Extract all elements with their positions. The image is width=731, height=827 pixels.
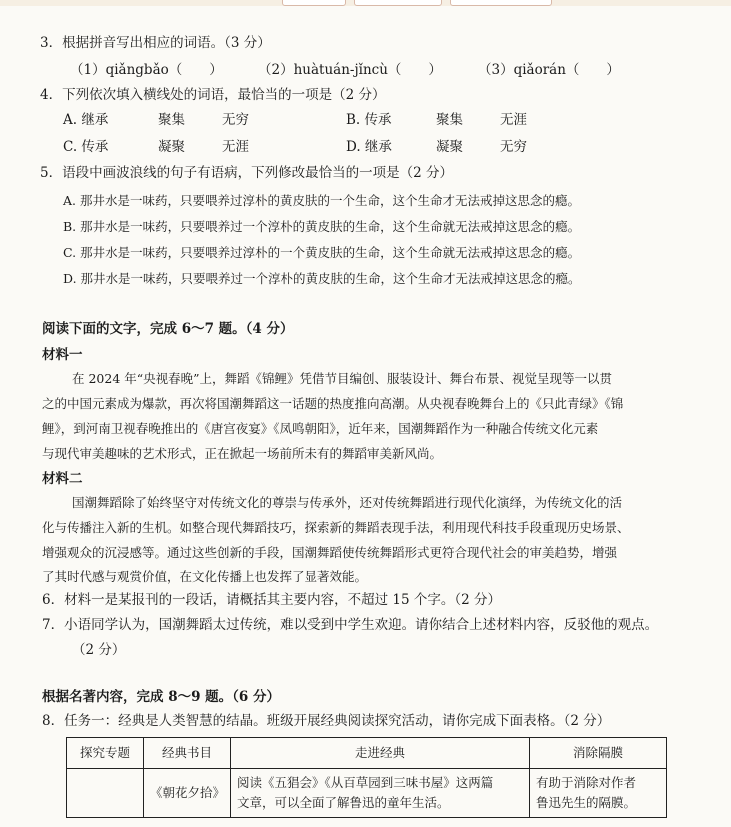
- table-header: 消除隔膜: [530, 738, 667, 769]
- q5-option-c: C. 那井水是一味药，只要喂养过淳朴的一个黄皮肤的生命，这个生命就无法戒掉这思念的瘾。: [63, 245, 581, 260]
- material-1-line: 之的中国元素成为爆款，再次将国潮舞蹈这一话题的热度推向高潮。从央视春晚舞台上的《只此青绿》《锦: [42, 396, 624, 411]
- q3-item-3: （3）qiǎorán（ ）: [478, 62, 620, 78]
- q4-option-b-word3: 无涯: [500, 112, 527, 128]
- material-1-line: 与现代审美趣味的艺术形式，正在掀起一场前所未有的舞蹈审美新风尚。: [42, 446, 443, 461]
- reading-intro: 阅读下面的文字，完成 6～7 题。（4 分）: [42, 321, 294, 337]
- q3-stem: 3．根据拼音写出相应的词语。（3 分）: [40, 35, 271, 51]
- toolbar-tab[interactable]: [450, 0, 552, 6]
- table-header-row: [67, 738, 667, 769]
- material-1-line: 鲤》，到河南卫视春晚推出的《唐宫夜宴》《凤鸣朝阳》，近年来，国潮舞蹈作为一种融合传统文化元素: [42, 421, 599, 436]
- q4-option-c: C. 传承: [63, 139, 109, 155]
- material-2-line: 化与传播注入新的生机。如整合现代舞蹈技巧，探索新的舞蹈表现手法，利用现代科技手段重现历史场景、: [42, 520, 630, 535]
- q4-option-b: B. 传承: [346, 112, 392, 128]
- q6-stem: 6．材料一是某报刊的一段话，请概括其主要内容，不超过 15 个字。（2 分）: [42, 592, 501, 608]
- q3-item-1: （1）qiǎngbǎo（ ）: [70, 62, 223, 78]
- q5-option-b: B. 那井水是一味药，只要喂养过一个淳朴的黄皮肤的生命，这个生命就无法戒掉这思念的瘾。: [63, 219, 581, 234]
- table-cell-book: 《朝花夕拾》: [144, 769, 231, 818]
- material-2-line: 国潮舞蹈除了始终坚守对传统文化的尊崇与传承外，还对传统舞蹈进行现代化演绎，为传统文化的活: [72, 495, 623, 510]
- q5-option-d: D. 那井水是一味药，只要喂养过一个淳朴的黄皮肤的生命，这个生命才无法戒掉这思念的瘾。: [63, 271, 581, 286]
- table-cell-dispel: [530, 769, 667, 818]
- material-1-line: 在 2024 年“央视春晚”上，舞蹈《锦鲤》凭借节目编创、服装设计、舞台布景、视觉呈现等一以贯: [72, 371, 613, 386]
- q4-option-a-word2: 聚集: [158, 112, 185, 128]
- table-cell-topic[interactable]: [67, 769, 144, 818]
- top-toolbar-strip: [0, 0, 731, 6]
- q4-option-a-word3: 无穷: [222, 112, 249, 128]
- q4-option-d: D. 继承: [346, 139, 392, 155]
- table-header: 探究专题: [67, 738, 144, 769]
- q4-option-c-word3: 无涯: [222, 139, 249, 155]
- q5-option-a: A. 那井水是一味药，只要喂养过淳朴的黄皮肤的一个生命，这个生命才无法戒掉这思念的瘾。: [63, 193, 580, 208]
- table-row: [67, 769, 667, 818]
- classics-intro: 根据名著内容，完成 8～9 题。（6 分）: [42, 689, 281, 705]
- table-cell-read-line: 阅读《五猖会》《从百草园到三味书屋》这两篇: [237, 775, 494, 790]
- table-header: 经典书目: [144, 738, 231, 769]
- toolbar-tab[interactable]: [282, 0, 346, 6]
- material-2-line: 增强观众的沉浸感等。通过这些创新的手段，国潮舞蹈使传统舞蹈形式更符合现代社会的审美趋势，增强: [42, 545, 618, 560]
- q3-item-2: （2）huàtuán-jǐncù（ ）: [258, 62, 442, 78]
- material-2-title: 材料二: [42, 471, 83, 487]
- q4-option-d-word2: 凝聚: [436, 139, 463, 155]
- table-cell-read-line: 文章，可以全面了解鲁迅的童年生活。: [237, 795, 450, 810]
- q4-option-a: A. 继承: [63, 112, 109, 128]
- table-cell-dispel-line: 鲁迅先生的隔膜。: [536, 795, 637, 810]
- q7-score: （2 分）: [72, 642, 126, 658]
- q8-table: [66, 737, 667, 818]
- q8-stem: 8．任务一：经典是人类智慧的结晶。班级开展经典阅读探究活动，请你完成下面表格。（2 分）: [42, 713, 611, 729]
- toolbar-tab[interactable]: [354, 0, 442, 6]
- q7-stem: 7．小语同学认为，国潮舞蹈太过传统，难以受到中学生欢迎。请你结合上述材料内容，反驳他的观点。: [42, 617, 659, 633]
- q4-option-b-word2: 聚集: [436, 112, 463, 128]
- q5-stem: 5．语段中画波浪线的句子有语病，下列修改最恰当的一项是（2 分）: [40, 165, 453, 181]
- table-cell-dispel-line: 有助于消除对作者: [536, 775, 637, 790]
- material-1-title: 材料一: [42, 347, 83, 363]
- table-cell-read: [231, 769, 530, 818]
- material-2-line: 了其时代感与观赏价值，在文化传播上也发挥了显著效能。: [42, 569, 368, 584]
- q4-option-c-word2: 凝聚: [158, 139, 185, 155]
- q4-option-d-word3: 无穷: [500, 139, 527, 155]
- q4-stem: 4．下列依次填入横线处的词语，最恰当的一项是（2 分）: [40, 87, 386, 103]
- table-header: 走进经典: [231, 738, 530, 769]
